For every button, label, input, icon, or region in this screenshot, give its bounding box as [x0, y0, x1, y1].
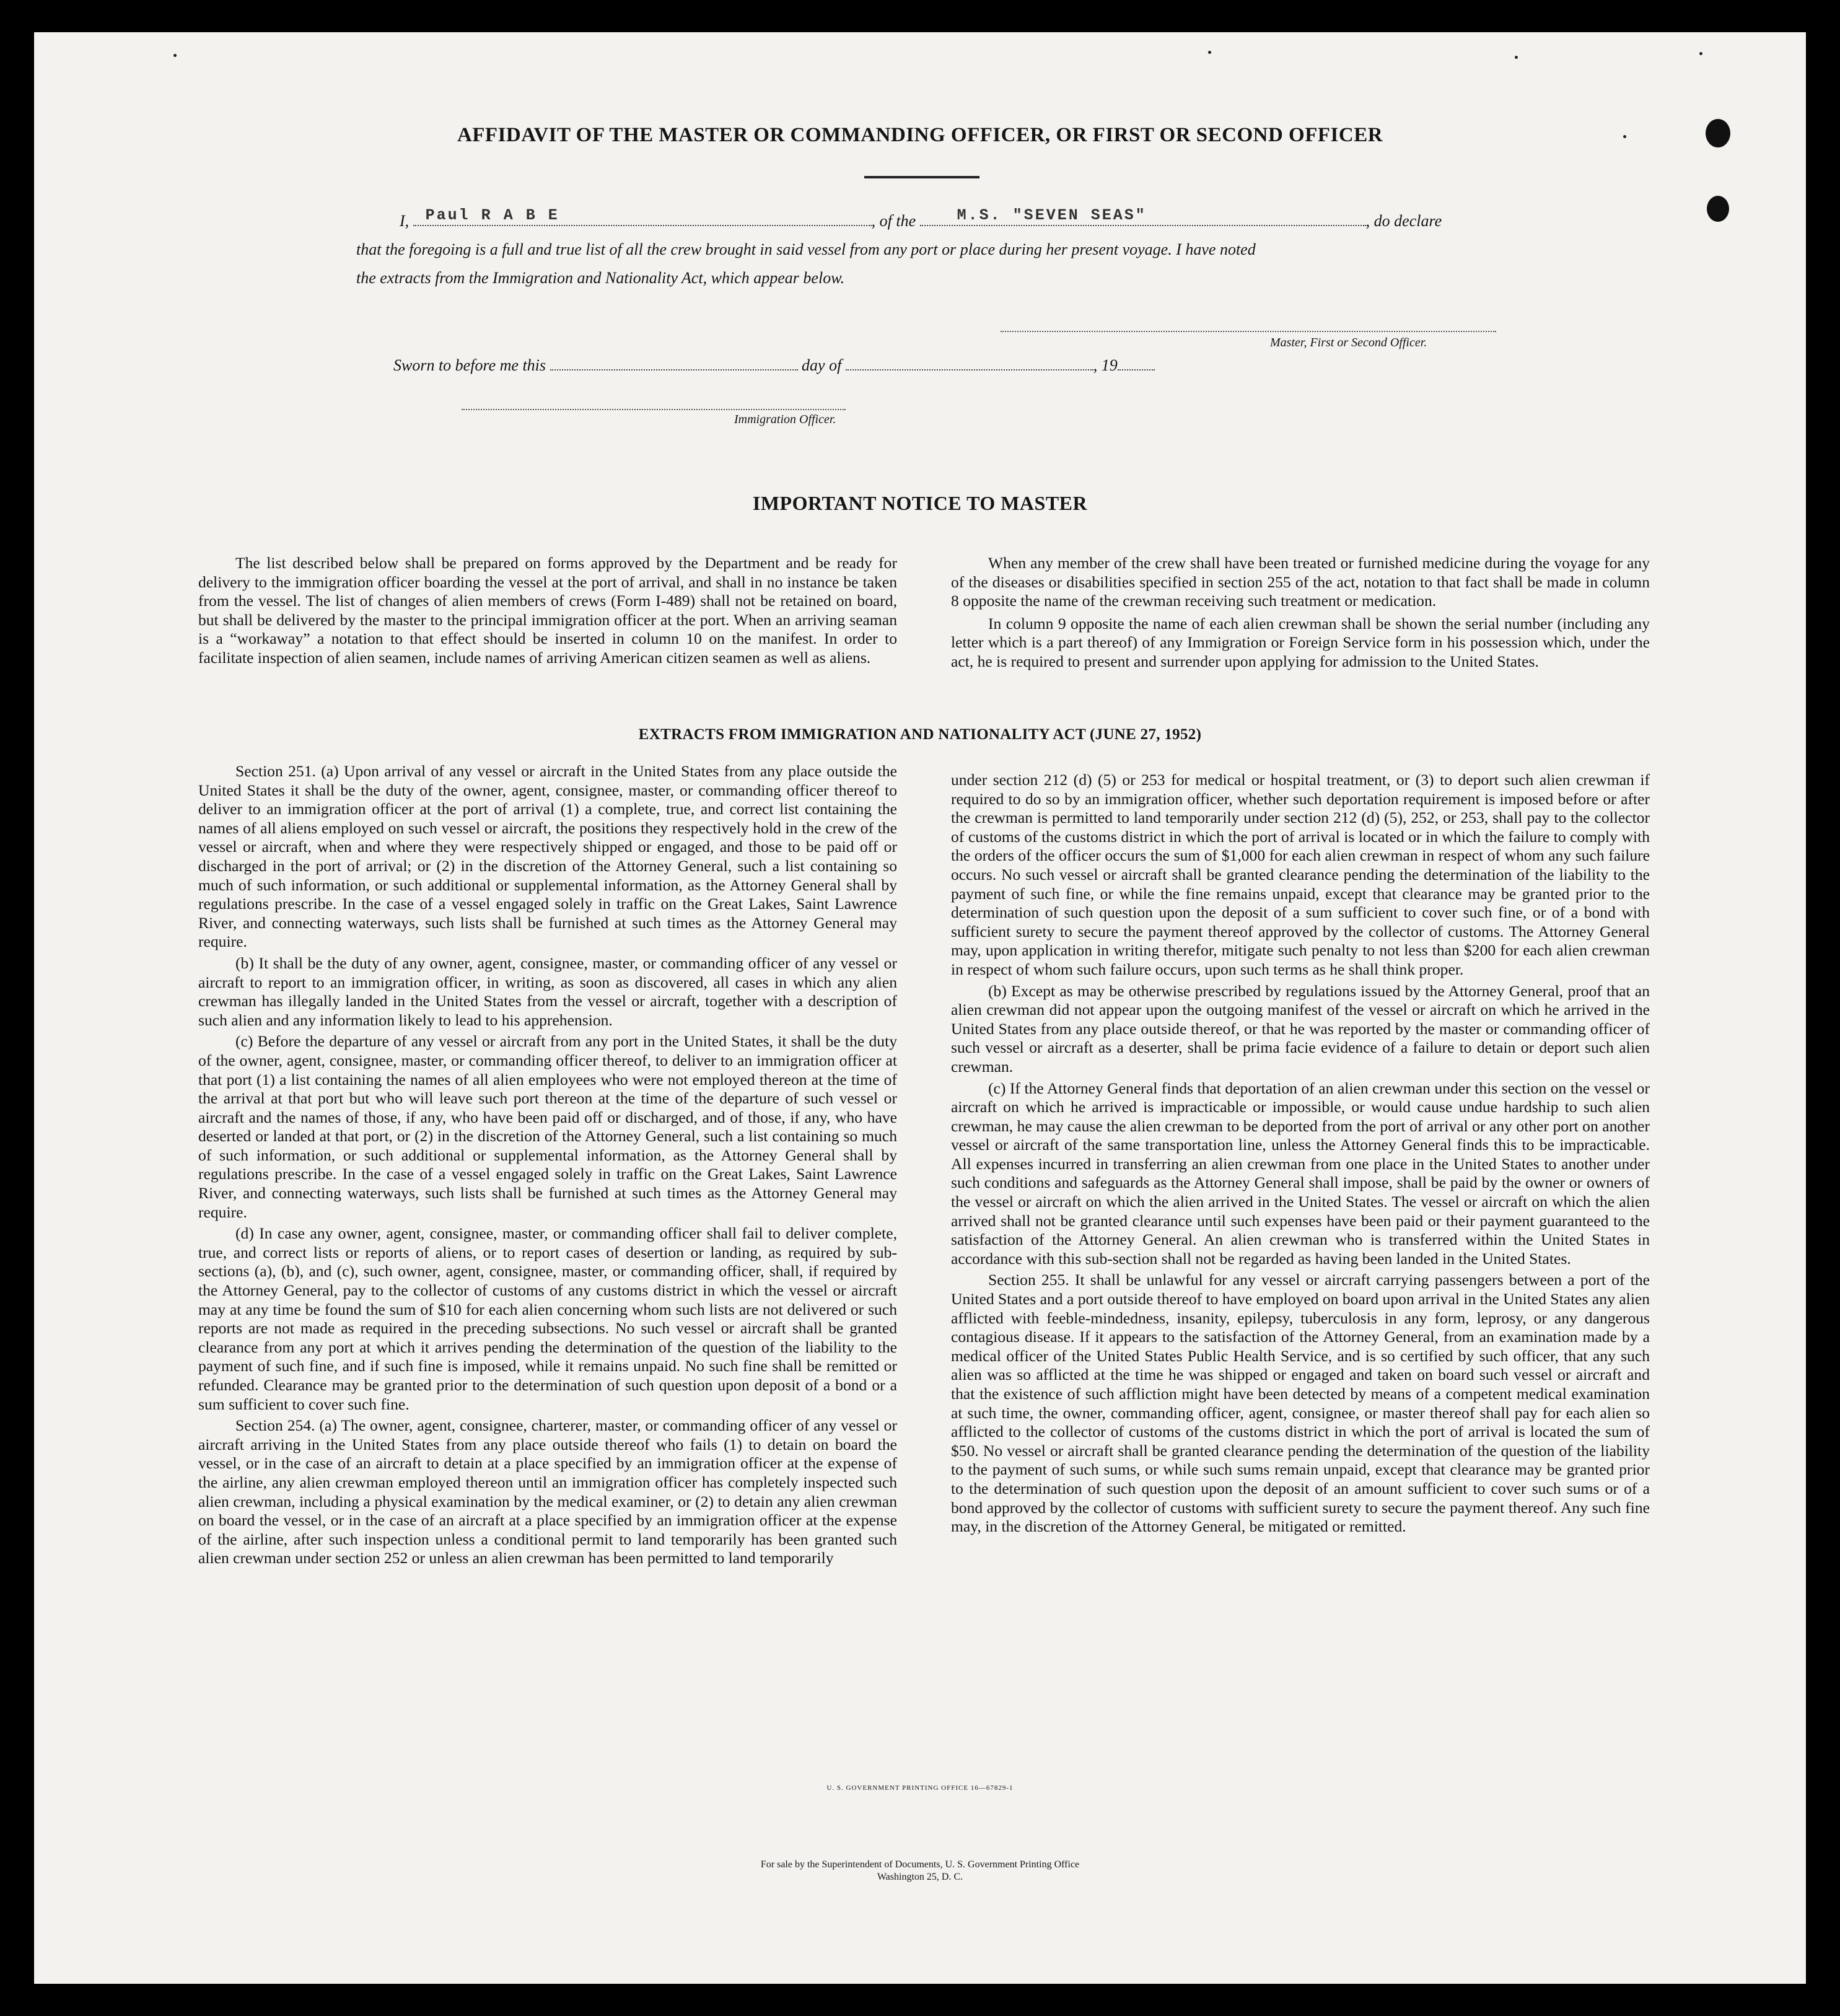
sworn-day-field[interactable] — [550, 354, 798, 370]
officer-signature-field[interactable] — [462, 409, 846, 411]
section-254-b: (b) Except as may be otherwise prescribed by regulations issued by the Attorney General, proof that an alien crewman did not appear upon the outgoing manifest of the vessel or aircraft on which he arrived in the United States from any place outside thereof, or that he was reported by the master or commanding officer of such vessel or aircraft as a deserter, shall be prima facie evidence of a failure to detain or deport such alien crewman. — [951, 981, 1650, 1076]
of-the-label: , of the — [871, 212, 916, 230]
extracts-left-column — [198, 762, 897, 1568]
section-254-a-continued: under section 212 (d) (5) or 253 for medical or hospital treatment, or (3) to deport such alien crewman if required to do so by an immigration officer, whether such deportation requirement is imposed before or after the crewman is permitted to land temporarily under section 212 (d) (5), 252, or 253, shall pay to the collector of customs of the customs district in which the port of arrival is located or in which the failure to comply with the orders of the officer occurs the sum of $1,000 for each alien crewman in respect of whom any such failure occurs. No such vessel or aircraft shall be granted clearance pending the determination of the liability to the payment of such fine, or while the fine remains unpaid, except that clearance may be granted prior to the determination of such question upon the deposit of a sum sufficient to cover such fine, or of a bond with sufficient surety to secure the payment thereof approved by the collector of customs. The Attorney General may, upon application in writing therefor, mitigate such penalty to not less than $200 for each alien crewman in respect of whom such failure occurs, upon such terms as he shall think proper. — [951, 771, 1650, 978]
day-of-label: day of — [802, 356, 842, 374]
statement-line-1: that the foregoing is a full and true list of all the crew brought in said vessel from any port or place during her present voyage. I have noted — [356, 240, 1256, 258]
section-255: Section 255. It shall be unlawful for any vessel or aircraft carrying passengers between a port of the United States and a port outside thereof to have employed on board upon arrival in the United States any alien afflicted with feeble-mindedness, insanity, epilepsy, tuberculosis in any form, leprosy, or any dangerous contagious disease. If it appears to the satisfaction of the Attorney General, from an examination made by a medical officer of the United States Public Health Service, and is so certified by such officer, that any such alien was so afflicted at the time he was shipped or engaged and taken on board such vessel or aircraft and that the existence of such affliction might have been detected by means of a competent medical examination at such time, the owner, commanding officer, agent, consignee, or master thereof shall pay for each alien so afflicted to the collector of customs of the customs district in which the port of arrival is located the sum of $50. No vessel or aircraft shall be granted clearance pending the determination of the question of the liability to the payment of such sums, or while such sums remain unpaid, except that clearance may be granted prior to the determination of such question upon the deposit of an amount sufficient to cover such sums or of a bond approved by the collector of customs with sufficient surety to secure the payment thereof. Any such fine may, in the discretion of the Attorney General, be mitigated or remitted. — [951, 1271, 1650, 1536]
master-signature-label: Master, First or Second Officer. — [1270, 336, 1427, 349]
ink-speck — [173, 54, 177, 57]
sale-footer — [34, 1859, 1806, 1883]
sworn-month-field[interactable] — [846, 354, 1093, 370]
sworn-year-field[interactable] — [1118, 354, 1155, 370]
footer-line-1: For sale by the Superintendent of Documents, U. S. Government Printing Office — [760, 1859, 1080, 1870]
vessel-name-value: M.S. "SEVEN SEAS" — [957, 206, 1147, 224]
master-name-field[interactable] — [413, 206, 872, 226]
notice-right-para-1: When any member of the crew shall have been treated or furnished medicine during the voyage for any of the diseases or disabilities specified in section 255 of the act, notation to that fact shall be made in column 8 opposite the name of the crewman receiving such treatment or medication. — [951, 554, 1650, 610]
printer-mark: U. S. GOVERNMENT PRINTING OFFICE 16—67829-1 — [826, 1784, 1014, 1792]
notice-left-para: The list described below shall be prepared on forms approved by the Department and be ready for delivery to the immigration officer boarding the vessel at the port of arrival, and shall in no instance be taken from the vessel. The list of changes of alien members of crews (Form I-489) shall not be retained on board, but shall be delivered by the master to the principal immigration officer at the port. When an arriving seaman is a “workaway” a notation to that effect should be inserted in column 10 on the manifest. In order to facilitate inspection of alien seamen, include names of arriving American citizen seamen as well as aliens. — [198, 554, 897, 667]
master-name-value: Paul R A B E — [425, 206, 559, 224]
notice-right-column — [951, 554, 1650, 672]
vessel-name-field[interactable] — [920, 206, 1366, 226]
sworn-line — [393, 354, 1155, 375]
title-divider — [864, 176, 979, 178]
footer-line-2: Washington 25, D. C. — [877, 1872, 963, 1882]
ink-blot — [1707, 196, 1729, 222]
do-declare-label: , do declare — [1365, 212, 1442, 230]
officer-signature-label: Immigration Officer. — [734, 413, 836, 426]
section-251-c: (c) Before the departure of any vessel or aircraft from any port in the United States, it shall be the duty of the owner, agent, consignee, master, or commanding officer thereof, to deliver to an immigration officer at that port (1) a list containing the names of all alien employees who were not employed thereon at the time of the arrival at that port but who will leave such port thereon at the time of the departure of such vessel or aircraft and the names of those, if any, who have been paid off or discharged, and of those, if any, who have deserted or landed at that port, or (2) in the discretion of the Attorney General, such a list containing so much of such information, or such additional or supplemental information, as the Attorney General shall by regulations prescribe. In the case of a vessel engaged solely in traffic on the Great Lakes, Saint Lawrence River, and connecting waterways, such lists shall be furnished at such times as the Attorney General may require. — [198, 1032, 897, 1221]
statement-line-2: the extracts from the Immigration and Nationality Act, which appear below. — [356, 269, 845, 287]
affidavit-title: AFFIDAVIT OF THE MASTER OR COMMANDING OFFICER, OR FIRST OR SECOND OFFICER — [457, 124, 1383, 146]
year-label: , 19 — [1093, 356, 1118, 374]
notice-right-para-2: In column 9 opposite the name of each alien crewman shall be shown the serial number (including any letter which is a part thereof) of any Immigration or Foreign Service form in his possession which, under the act, he is required to present and surrender upon applying for admission to the United States. — [951, 614, 1650, 670]
section-254-c: (c) If the Attorney General finds that deportation of an alien crewman under this section on the vessel or aircraft on which he arrived is impracticable or impossible, or would cause undue hardship to such alien crewman, he may cause the alien crewman to be deported from the port of arrival or any other port on another vessel or aircraft of the same transportation line, unless the Attorney General finds this to be impracticable. All expenses incurred in transferring an alien crewman from one place in the United States to another under such conditions and safeguards as the Attorney General shall impose, shall be paid by the owner or owners of the vessel or aircraft on which the alien arrived in the United States. The vessel or aircraft on which the alien arrived shall not be granted clearance until such expenses have been paid or their payment guaranteed to the satisfaction of the Attorney General. An alien crewman who is transferred within the United States in accordance with this sub-section shall not be regarded as having been landed in the United States. — [951, 1079, 1650, 1268]
notice-left-column — [198, 554, 897, 668]
section-251-d: (d) In case any owner, agent, consignee, master, or commanding officer shall fail to deliver complete, true, and correct lists or reports of aliens, or to report cases of desertion or landing, as required by sub-sections (a), (b), and (c), such owner, agent, consignee, master, or commanding officer, shall, if required by the Attorney General, pay to the collector of customs of any customs district in which the vessel or aircraft may at any time be found the sum of $10 for each alien concerning whom such lists are not delivered or such reports are not made as required in the preceding subsections. No such vessel or aircraft shall be granted clearance from any port at which it arrives pending the determination of the question of the liability to the payment of such fine, and if such fine is imposed, while it remains unpaid. No such fine shall be remitted or refunded. Clearance may be granted prior to the determination of such question upon deposit of a bond or a sum sufficient to cover such fine. — [198, 1224, 897, 1413]
i-label: I, — [400, 212, 410, 230]
section-254-a: Section 254. (a) The owner, agent, consignee, charterer, master, or commanding officer of any vessel or aircraft arriving in the United States from any place outside thereof who fails (1) to detain on board the vessel, or in the case of an aircraft to detain at a place specified by an immigration officer at the expense of the airline, any alien crewman employed thereon until an immigration officer has completely inspected such alien crewman, including a physical examination by the medical examiner, or (2) to detain any alien crewman on board the vessel, or in the case of an aircraft at a place specified by an immigration officer at the expense of the airline, after such inspection unless a conditional permit to land temporarily has been granted such alien crewman under section 252 or unless an alien crewman has been permitted to land temporarily — [198, 1416, 897, 1567]
section-251-b: (b) It shall be the duty of any owner, agent, consignee, master, or commanding officer of any vessel or aircraft to report to an immigration officer, in writing, as soon as discovered, all cases in which any alien crewman has illegally landed in the United States from the vessel or aircraft, together with a description of such alien and any information likely to lead to his apprehension. — [198, 953, 897, 1029]
ink-speck — [1208, 51, 1211, 54]
extracts-title: EXTRACTS FROM IMMIGRATION AND NATIONALITY ACT (JUNE 27, 1952) — [638, 726, 1202, 743]
declaration-statement — [356, 235, 1533, 292]
ink-speck — [1699, 52, 1702, 55]
notice-title: IMPORTANT NOTICE TO MASTER — [752, 492, 1088, 514]
ink-speck — [1515, 56, 1518, 59]
master-signature-field[interactable] — [1001, 331, 1496, 333]
declaration-line — [400, 206, 1442, 230]
section-251-a: Section 251. (a) Upon arrival of any vessel or aircraft in the United States from any place outside the United States it shall be the duty of the owner, agent, consignee, master, or commanding officer thereof to deliver to an immigration officer at the port of arrival (1) a complete, true, and correct list containing the names of all aliens employed on such vessel or aircraft, the positions they respectively hold in the crew of the vessel or aircraft, when and where they were respectively shipped or engaged, and those to be paid off or discharged in the port of arrival; or (2) in the discretion of the Attorney General, such a list containing so much of such information, or such additional or supplemental information, as the Attorney General shall by regulations prescribe. In the case of a vessel engaged solely in traffic on the Great Lakes, Saint Lawrence River, and connecting waterways, such lists shall be furnished at such times as the Attorney General may require. — [198, 762, 897, 951]
extracts-right-column — [951, 771, 1650, 1536]
form-page — [34, 32, 1806, 1984]
sworn-label: Sworn to before me this — [393, 356, 546, 374]
